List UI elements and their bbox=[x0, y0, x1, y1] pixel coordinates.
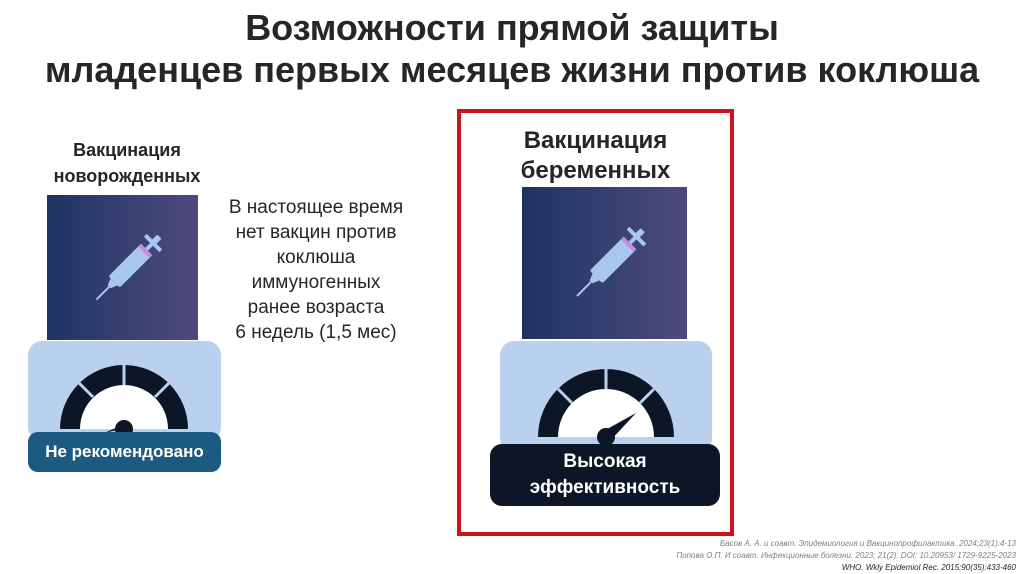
gauge-high-icon bbox=[500, 341, 712, 453]
slide-title-line2: младенцев первых месяцев жизни против коклюша bbox=[44, 49, 980, 90]
middle-note-line3: коклюша bbox=[276, 247, 356, 268]
right-label bbox=[467, 126, 724, 186]
syringe-icon bbox=[522, 187, 687, 339]
middle-note-line6: 6 недель (1,5 мес) bbox=[235, 322, 397, 343]
left-label bbox=[28, 137, 226, 189]
right-gauge-box bbox=[500, 341, 712, 453]
middle-note-line2: нет вакцин против bbox=[235, 222, 397, 243]
left-label-line2: новорожденных bbox=[53, 166, 201, 186]
right-status-badge bbox=[490, 444, 720, 506]
reference-1: Басов А. А. и соавт. Эпидемиология и Вакцинопрофилактика. 2024;23(1):4-13 bbox=[719, 539, 1016, 548]
references bbox=[416, 538, 1016, 574]
middle-note-line1: В настоящее время bbox=[228, 197, 404, 218]
left-syringe-panel bbox=[47, 195, 198, 340]
slide-title-line1: Возможности прямой защиты bbox=[245, 7, 779, 48]
middle-note-line4: иммуногенных bbox=[251, 272, 381, 293]
left-status-badge: Не рекомендовано bbox=[28, 432, 221, 472]
reference-2: Попова О.П. И соавт. Инфекционные болезни. 2023; 21(2): DOI: 10.20953/ 1729-9225-2023 bbox=[676, 551, 1016, 560]
gauge-low-icon bbox=[28, 341, 221, 441]
right-status-line1: Высокая bbox=[563, 451, 647, 472]
right-status-line2: эффективность bbox=[529, 477, 681, 498]
reference-3: WHO. Wkly Epidemiol Rec. 2015;90(35):433-460 bbox=[841, 563, 1016, 572]
right-label-line1: Вакцинация bbox=[523, 127, 668, 154]
right-label-line2: беременных bbox=[520, 157, 671, 184]
left-label-line1: Вакцинация bbox=[73, 140, 181, 160]
syringe-icon bbox=[47, 195, 198, 340]
middle-note-line5: ранее возраста bbox=[247, 297, 385, 318]
left-gauge-box bbox=[28, 341, 221, 441]
right-syringe-panel bbox=[522, 187, 687, 339]
middle-note bbox=[205, 195, 427, 345]
